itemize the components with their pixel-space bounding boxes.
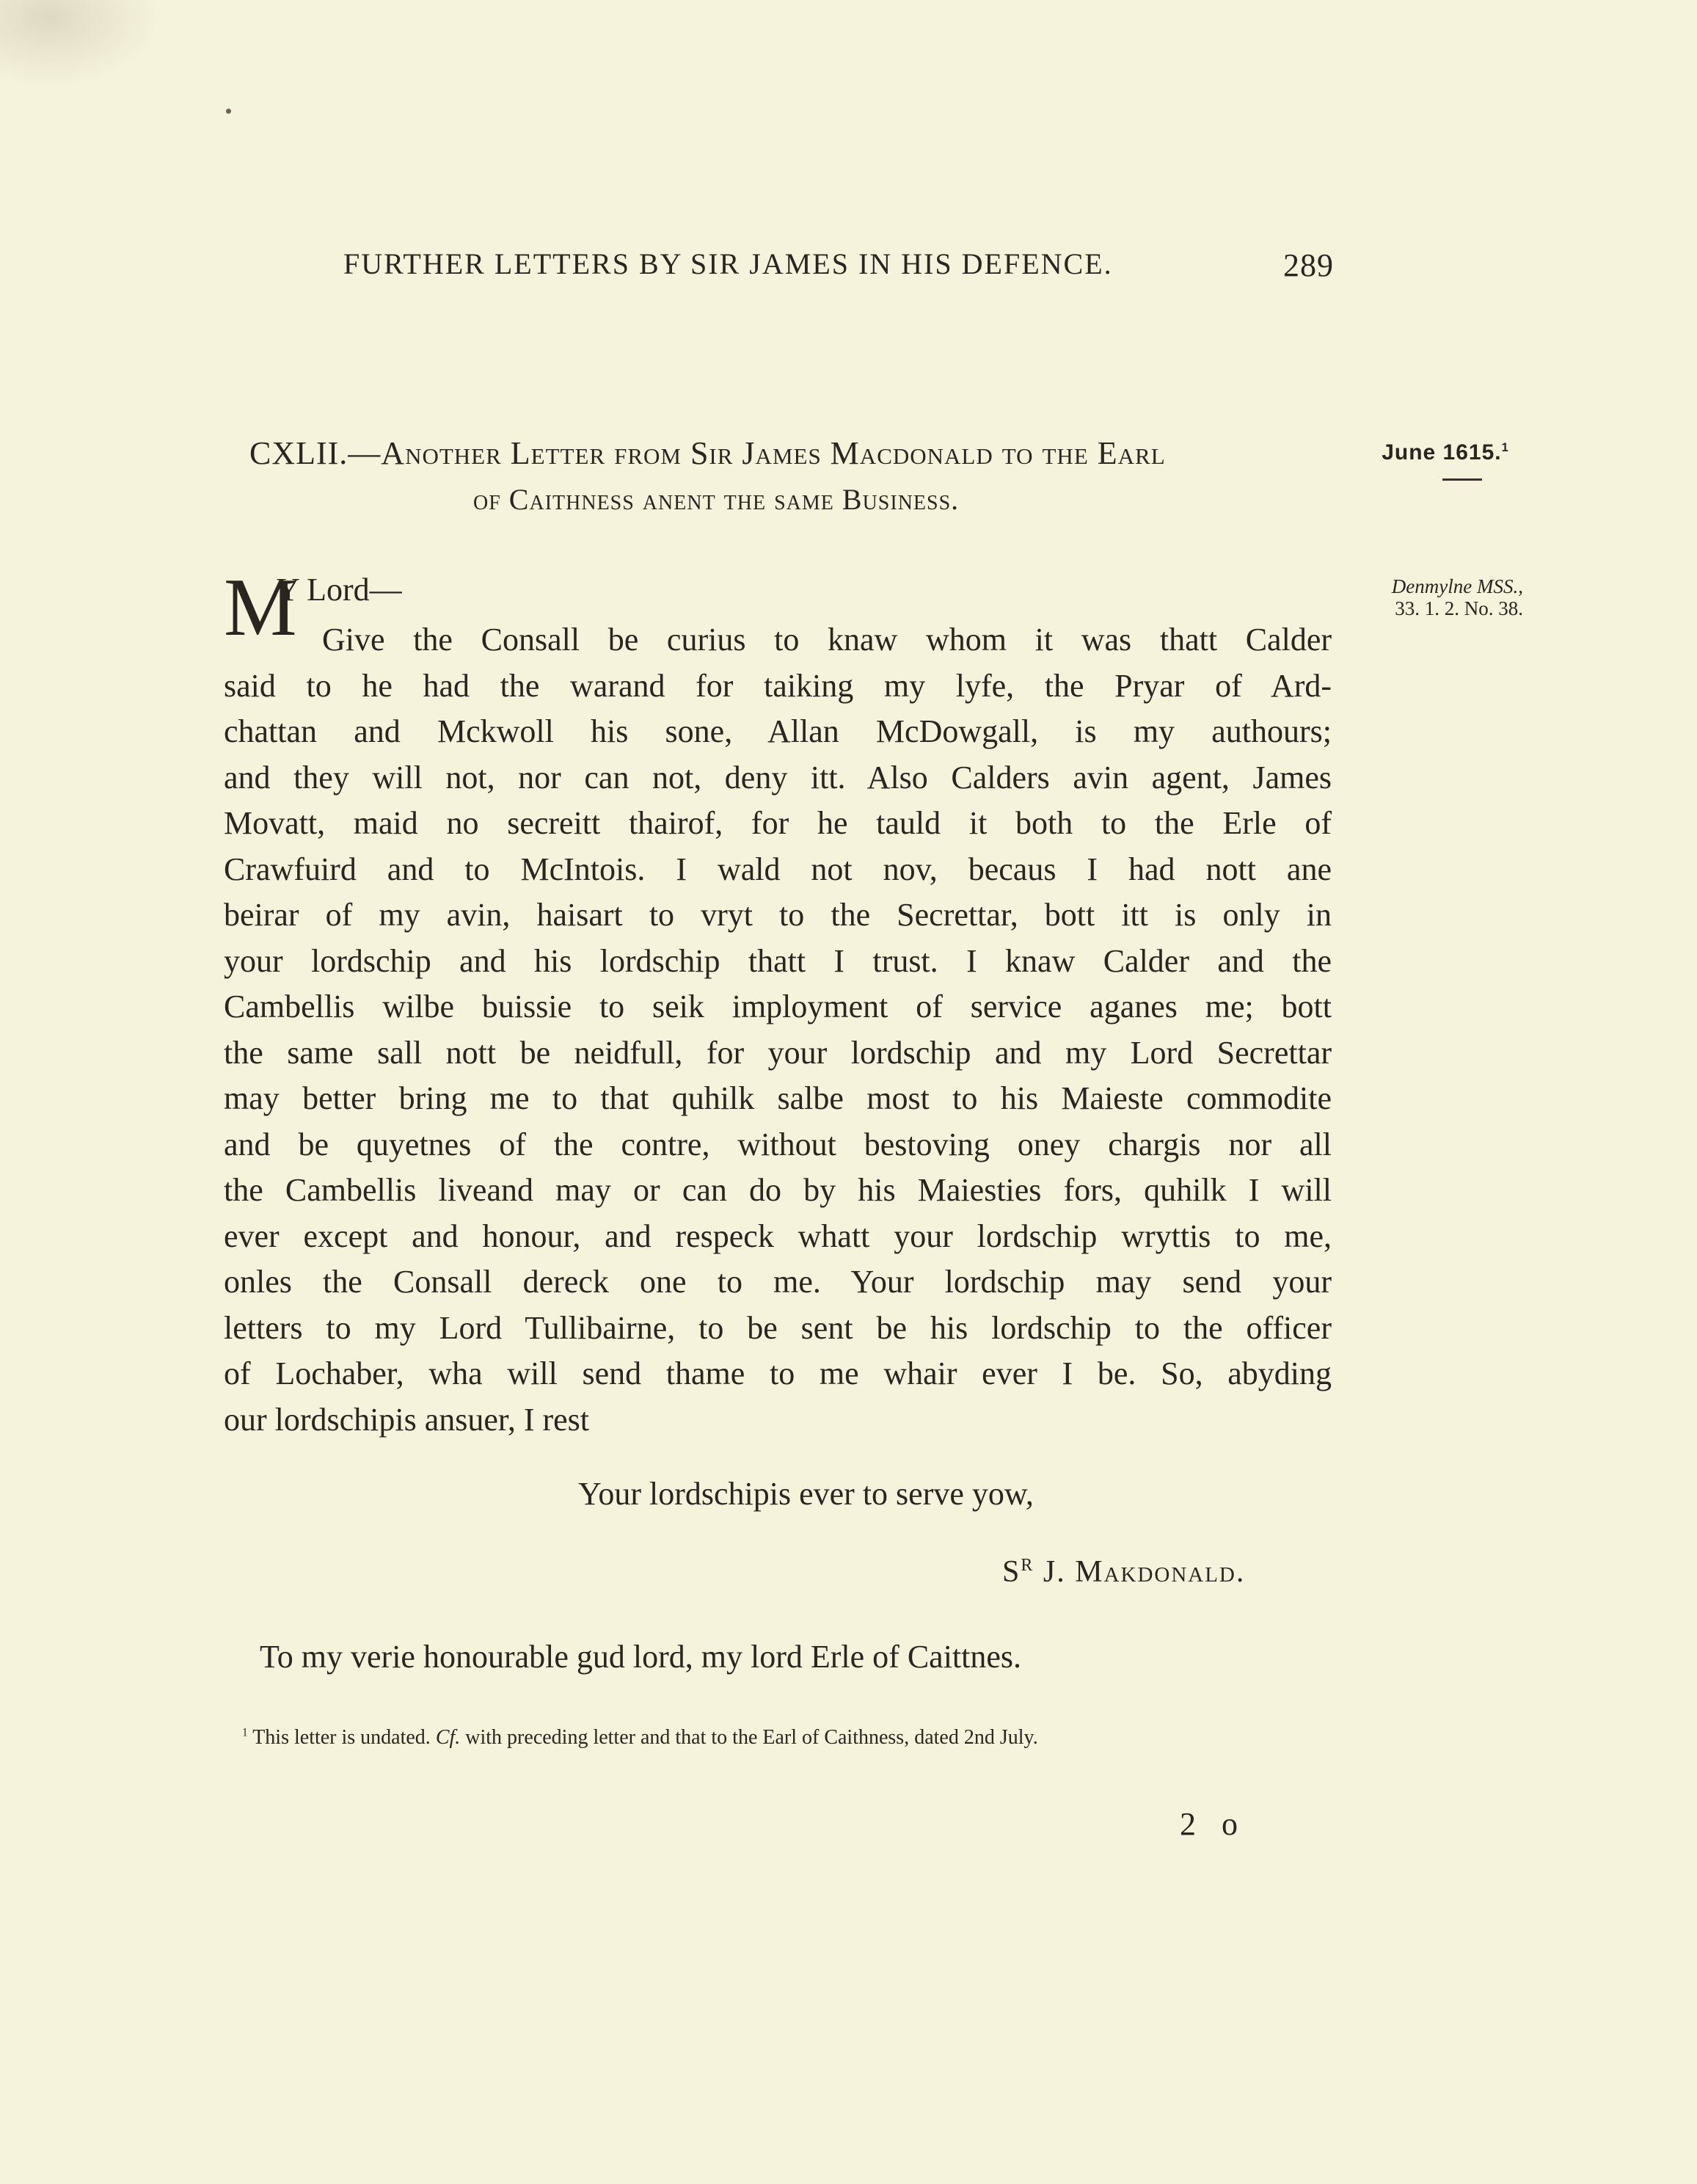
margin-source <box>1347 575 1523 619</box>
heading-line-1: CXLII.—Another Letter from Sir James Macdonald to the Earl <box>249 435 1166 471</box>
running-head <box>343 247 1334 281</box>
page-number: 289 <box>1283 247 1334 283</box>
letter-line: and they will not, nor can not, deny itt. Also Calders avin agent, James <box>224 759 1332 796</box>
footnote <box>242 1726 1038 1750</box>
footnote-marker: 1 <box>242 1726 248 1739</box>
letter-line: onles the Consall dereck one to me. Your lordschip may send your <box>224 1264 1332 1300</box>
drop-cap: M <box>224 562 297 653</box>
letter-line: the same sall nott be neidfull, for your lordschip and my Lord Secrettar <box>224 1034 1332 1071</box>
letter-line: and be quyetnes of the contre, without bestoving oney chargis nor all <box>224 1126 1332 1162</box>
heading-line-2: of Caithness anent the same Business. <box>473 483 960 516</box>
signature-superscript: R <box>1021 1556 1034 1575</box>
page-smudge <box>0 0 161 88</box>
letter-line: Cambellis wilbe buissie to seik imployment of service aganes me; bott <box>224 989 1332 1024</box>
printer-signature-mark: 2 o <box>1180 1806 1247 1842</box>
signature-prefix: S <box>1002 1555 1021 1589</box>
footnote-cf: Cf. <box>435 1726 461 1749</box>
margin-date-footnote-ref: 1 <box>1501 441 1509 454</box>
running-head-title: FURTHER LETTERS BY SIR JAMES IN HIS DEFENCE. <box>343 247 1113 280</box>
margin-source-line-2: 33. 1. 2. No. 38. <box>1395 597 1523 619</box>
margin-date <box>1365 440 1526 465</box>
letter-line: our lordschipis ansuer, I rest <box>224 1401 590 1438</box>
letter-line: your lordschip and his lordschip thatt I trust. I knaw Calder and the <box>224 942 1332 979</box>
letter-line: beirar of my avin, haisart to vryt to the Secrettar, bott itt is only in <box>224 897 1332 933</box>
letter-body <box>224 617 1332 1443</box>
signature-name: J. Makdonald. <box>1043 1555 1246 1589</box>
letter-line: the Cambellis liveand may or can do by his Maiesties fors, quhilk I will <box>224 1172 1332 1208</box>
margin-source-line-1: Denmylne MSS., <box>1391 575 1523 597</box>
margin-date-text: June 1615. <box>1382 440 1502 465</box>
letter-line: Movatt, maid no secreitt thairof, for he tauld it both to the Erle of <box>224 805 1332 841</box>
letter-line: Crawfuird and to McIntois. I wald not nov, becaus I had nott ane <box>224 851 1332 887</box>
letter-line: said to he had the warand for taiking my lyfe, the Pryar of Ard- <box>224 667 1332 704</box>
salutation: Y Lord— <box>277 572 402 608</box>
letter-line: may better bring me to that quhilk salbe most to his Maieste commodite <box>224 1080 1332 1116</box>
letter-address: To my verie honourable gud lord, my lord Erle of Caittnes. <box>260 1639 1022 1675</box>
letter-line: of Lochaber, wha will send thame to me whair ever I be. So, abyding <box>224 1355 1332 1391</box>
letter-line: letters to my Lord Tullibairne, to be sent be his lordschip to the officer <box>224 1309 1332 1346</box>
letter-line: chattan and Mckwoll his sone, Allan McDowgall, is my authours; <box>224 713 1332 749</box>
footnote-text-a: This letter is undated. <box>252 1726 431 1749</box>
signature <box>1002 1554 1245 1590</box>
letter-heading <box>249 434 1350 517</box>
letter-line: Give the Consall be curius to knaw whom it was thatt Calder <box>322 622 1332 658</box>
letter-line: ever except and honour, and respeck whatt your lordschip wryttis to me, <box>224 1217 1332 1254</box>
footnote-text-b: with preceding letter and that to the Earl of Caithness, dated 2nd July. <box>465 1726 1038 1749</box>
letter-closing: Your lordschipis ever to serve yow, <box>578 1476 1034 1512</box>
margin-rule <box>1442 478 1482 481</box>
ink-speck <box>226 109 231 114</box>
